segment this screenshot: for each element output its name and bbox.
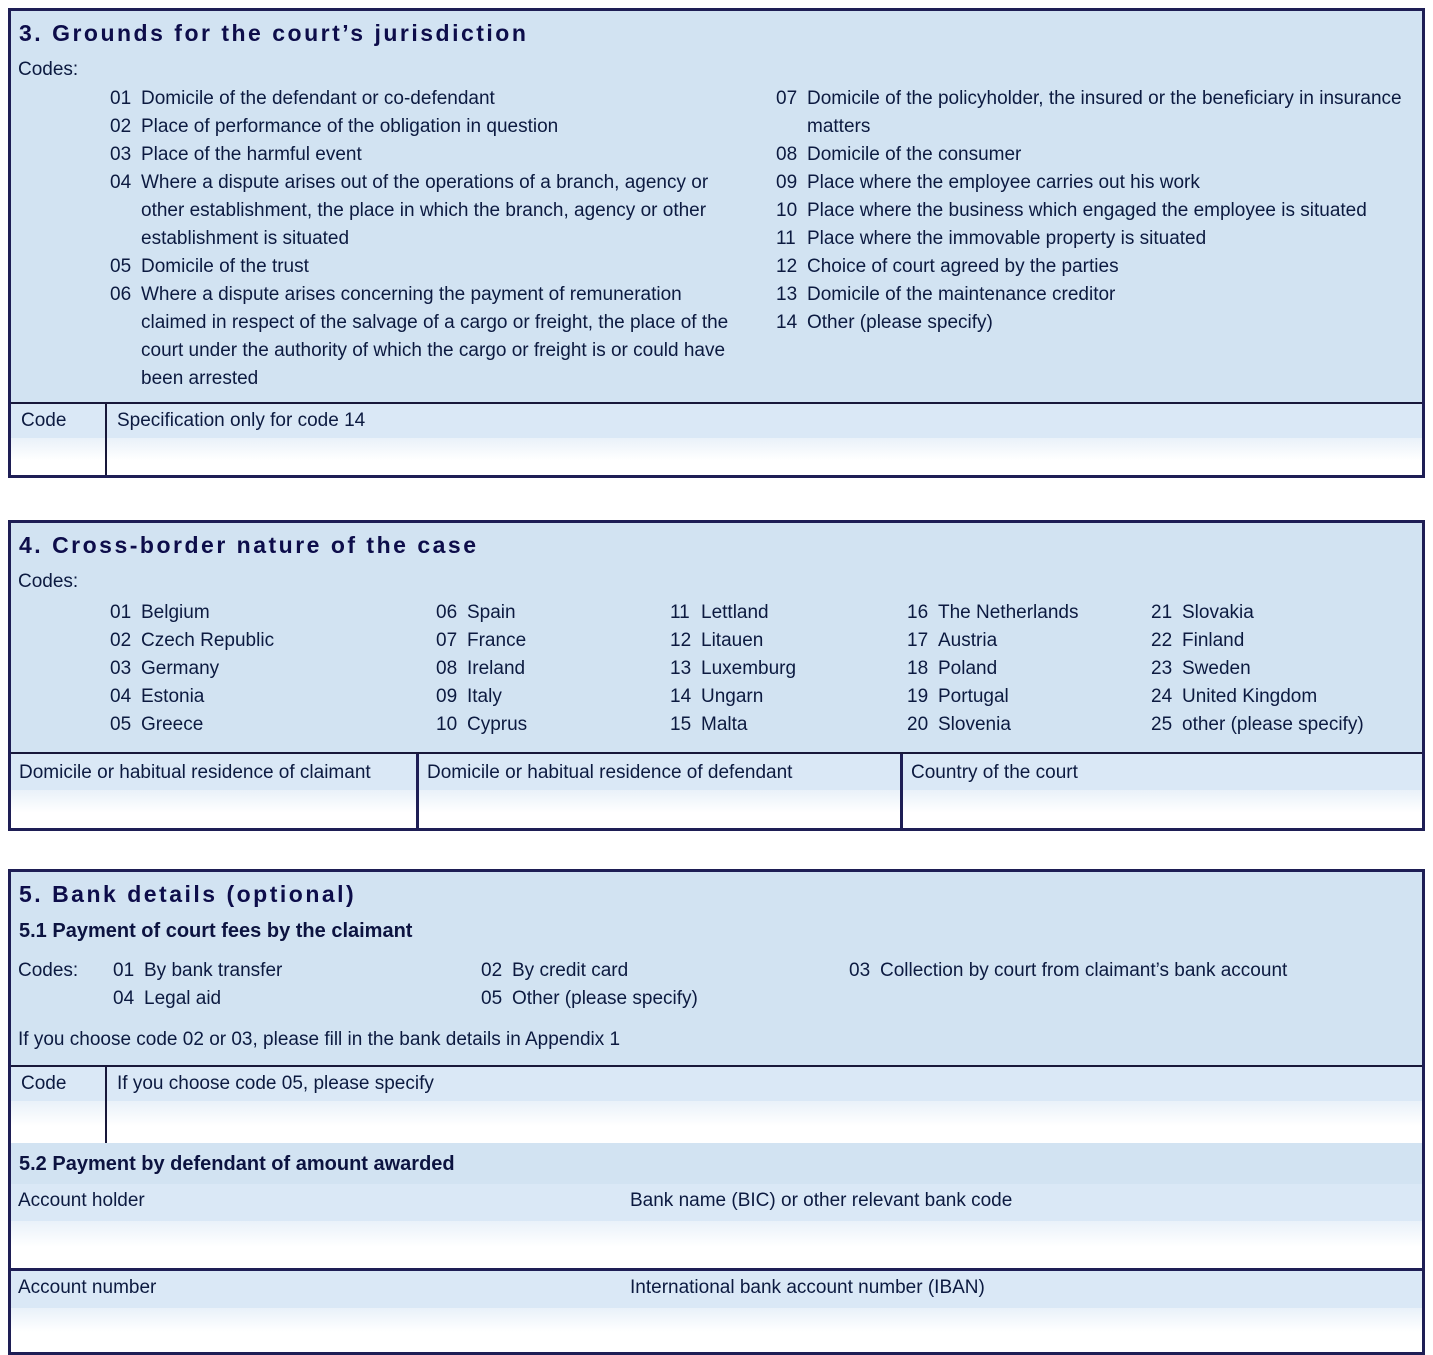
country-codes-col-1 [110, 599, 436, 739]
country-code: 15 [670, 714, 692, 735]
code-number: 10 [776, 200, 798, 221]
country-code: 08 [436, 658, 458, 679]
country-item [110, 627, 436, 655]
country-codes-col-3 [670, 599, 907, 739]
country-item [1151, 655, 1422, 683]
code-item [110, 169, 745, 253]
country-item [436, 599, 670, 627]
claimant-domicile-header: Domicile or habitual residence of claimant [11, 754, 419, 790]
country-name: Portugal [938, 686, 1009, 707]
code-number: 14 [776, 312, 798, 333]
country-name: Lettland [701, 602, 769, 623]
account-holder-input[interactable] [11, 1221, 630, 1268]
country-item [907, 627, 1151, 655]
jurisdiction-specification-input[interactable] [107, 438, 1422, 475]
country-item [907, 599, 1151, 627]
account-holder-input-row [11, 1221, 1422, 1268]
country-item [1151, 711, 1422, 739]
section-3-codes-label: Codes: [18, 59, 79, 80]
code-item [776, 169, 1412, 197]
code-label: Domicile of the defendant or co-defendant [141, 88, 495, 109]
country-name: Slovakia [1182, 602, 1254, 623]
country-code: 13 [670, 658, 692, 679]
country-item [670, 711, 907, 739]
country-item [907, 683, 1151, 711]
code-label: Choice of court agreed by the parties [807, 256, 1119, 277]
payment-code-item [849, 957, 1422, 985]
country-name: Ireland [467, 658, 526, 679]
code-item [110, 85, 745, 113]
country-name: Poland [938, 658, 998, 679]
code-number: 09 [776, 172, 798, 193]
code-label: Place where the business which engaged the employee is situated [807, 200, 1367, 221]
code-item [776, 85, 1412, 141]
code-item [776, 281, 1412, 309]
country-item [1151, 627, 1422, 655]
jurisdiction-codes-left [11, 85, 745, 393]
payment-code-label: By credit card [512, 960, 629, 981]
code-item [110, 253, 745, 281]
claimant-domicile-input[interactable] [11, 790, 419, 828]
country-name: Czech Republic [141, 630, 275, 651]
country-code: 10 [436, 714, 458, 735]
country-code: 04 [110, 686, 132, 707]
country-name: other (please specify) [1182, 714, 1364, 735]
payment-code: 03 [849, 960, 871, 981]
country-item [907, 711, 1151, 739]
page [0, 8, 1433, 1355]
payment-code-label: Collection by court from claimant’s bank account [880, 960, 1288, 981]
country-code: 11 [670, 602, 690, 623]
section-grounds-jurisdiction [8, 8, 1425, 478]
country-item [670, 655, 907, 683]
court-country-input[interactable] [903, 790, 1422, 828]
payment-codes [11, 945, 1422, 1015]
section-4-title: 4. Cross-border nature of the case [19, 532, 479, 558]
code-item [776, 225, 1412, 253]
code-label: Other (please specify) [807, 312, 993, 333]
country-item [436, 683, 670, 711]
code-column-header: Code [11, 404, 107, 438]
country-name: The Netherlands [938, 602, 1079, 623]
code-label: Place of performance of the obligation in question [141, 116, 559, 137]
section-bank-details [8, 869, 1425, 1355]
specify-column-header: If you choose code 05, please specify [107, 1067, 1422, 1101]
jurisdiction-codes [11, 85, 1422, 402]
code-column-header: Code [11, 1067, 107, 1101]
code-label: Domicile of the policyholder, the insured or the beneficiary in insurance matters [807, 88, 1402, 137]
code-item [776, 141, 1412, 169]
country-code: 23 [1151, 658, 1173, 679]
section-3-title: 3. Grounds for the court’s jurisdiction [19, 20, 529, 46]
code-label: Place where the immovable property is situated [807, 228, 1207, 249]
country-item [907, 655, 1151, 683]
payment-code-label: Other (please specify) [512, 988, 698, 1009]
country-item [670, 683, 907, 711]
country-code: 01 [110, 602, 132, 623]
code-number: 11 [776, 228, 796, 249]
payment-code-item [113, 957, 481, 985]
country-name: Spain [467, 602, 516, 623]
country-codes [11, 597, 1422, 752]
payment-code-label: Legal aid [144, 988, 222, 1009]
country-code: 18 [907, 658, 929, 679]
country-codes-col-4 [907, 599, 1151, 739]
jurisdiction-code-input[interactable] [11, 438, 107, 475]
country-name: Malta [701, 714, 748, 735]
account-number-label-row [11, 1271, 1422, 1308]
code-label: Where a dispute arises out of the operations of a branch, agency or other establishment, the place in which the branch, agency or other establishment is situated [141, 172, 709, 249]
payment-code-input[interactable] [11, 1101, 107, 1143]
code-number: 05 [110, 256, 132, 277]
country-name: Finland [1182, 630, 1245, 651]
iban-input[interactable] [630, 1308, 1422, 1352]
code-number: 13 [776, 284, 798, 305]
payment-code: 02 [481, 960, 503, 981]
account-number-label: Account number [18, 1277, 157, 1298]
country-name: Ungarn [701, 686, 764, 707]
court-country-header: Country of the court [903, 754, 1422, 790]
code-number: 07 [776, 88, 798, 109]
spacer [849, 985, 1422, 1013]
country-code: 20 [907, 714, 929, 735]
payment-code-item [481, 957, 849, 985]
code-number: 03 [110, 144, 132, 165]
country-code: 24 [1151, 686, 1173, 707]
account-holder-label: Account holder [18, 1190, 145, 1211]
country-code: 16 [907, 602, 929, 623]
code-number: 04 [110, 172, 132, 193]
payment-code: 01 [113, 960, 135, 981]
country-item [110, 711, 436, 739]
cross-border-table [11, 752, 1422, 828]
code-label: Domicile of the consumer [807, 144, 1022, 165]
country-name: Belgium [141, 602, 210, 623]
iban-label: International bank account number (IBAN) [630, 1277, 985, 1298]
code-label: Place where the employee carries out his work [807, 172, 1200, 193]
payment-code: 04 [113, 988, 135, 1009]
bank-name-label: Bank name (BIC) or other relevant bank code [630, 1190, 1013, 1211]
jurisdiction-codes-right [745, 85, 1422, 393]
payment-code-item [113, 985, 481, 1013]
country-name: Luxemburg [701, 658, 797, 679]
payment-code-table [11, 1065, 1422, 1143]
country-name: Italy [467, 686, 502, 707]
country-item [436, 711, 670, 739]
country-code: 21 [1151, 602, 1173, 623]
country-name: United Kingdom [1182, 686, 1318, 707]
account-number-input-row [11, 1308, 1422, 1352]
country-item [670, 599, 907, 627]
bank-name-input[interactable] [630, 1221, 1422, 1268]
payment-code-item [481, 985, 849, 1013]
code-label: Domicile of the trust [141, 256, 309, 277]
code-label: Domicile of the maintenance creditor [807, 284, 1116, 305]
code-number: 08 [776, 144, 798, 165]
defendant-domicile-input[interactable] [419, 790, 903, 828]
code-item [776, 309, 1412, 337]
country-name: France [467, 630, 527, 651]
payment-code-label: By bank transfer [144, 960, 283, 981]
code-item [776, 197, 1412, 225]
country-item [110, 683, 436, 711]
country-item [670, 627, 907, 655]
section-5-codes-label: Codes: [18, 960, 79, 981]
country-item [1151, 683, 1422, 711]
country-name: Germany [141, 658, 220, 679]
country-item [436, 627, 670, 655]
code-number: 12 [776, 256, 798, 277]
country-code: 06 [436, 602, 458, 623]
code-label: Where a dispute arises concerning the payment of remuneration claimed in respect of the salvage of a cargo or freight, the place of the court under the authority of which the cargo or freight is or could have been arrested [141, 284, 729, 389]
country-code: 12 [670, 630, 692, 651]
code-number: 06 [110, 284, 132, 305]
country-item [1151, 599, 1422, 627]
country-code: 14 [670, 686, 692, 707]
country-code: 19 [907, 686, 929, 707]
defendant-domicile-header: Domicile or habitual residence of defendant [419, 754, 903, 790]
jurisdiction-code-table [11, 402, 1422, 475]
section-cross-border-nature [8, 520, 1425, 831]
spacer [18, 985, 113, 1013]
country-item [110, 655, 436, 683]
subsection-5-2-title: 5.2 Payment by defendant of amount awarded [19, 1153, 455, 1175]
appendix-note: If you choose code 02 or 03, please fill in the bank details in Appendix 1 [18, 1029, 621, 1050]
country-name: Austria [938, 630, 998, 651]
country-item [110, 599, 436, 627]
code-item [110, 113, 745, 141]
subsection-5-1-title: 5.1 Payment of court fees by the claimant [19, 920, 413, 942]
country-code: 09 [436, 686, 458, 707]
code-item [110, 281, 745, 393]
country-codes-col-2 [436, 599, 670, 739]
code-item [776, 253, 1412, 281]
country-code: 07 [436, 630, 458, 651]
country-code: 22 [1151, 630, 1173, 651]
country-code: 05 [110, 714, 132, 735]
section-5-title: 5. Bank details (optional) [19, 881, 357, 907]
country-name: Slovenia [938, 714, 1011, 735]
country-code: 03 [110, 658, 132, 679]
code-item [110, 141, 745, 169]
section-4-codes-label: Codes: [18, 571, 79, 592]
country-name: Greece [141, 714, 204, 735]
account-holder-label-row [11, 1184, 1422, 1221]
country-code: 25 [1151, 714, 1173, 735]
country-item [436, 655, 670, 683]
country-name: Sweden [1182, 658, 1251, 679]
account-number-input[interactable] [11, 1308, 630, 1352]
code-number: 02 [110, 116, 132, 137]
country-codes-col-5 [1151, 599, 1422, 739]
country-name: Litauen [701, 630, 764, 651]
code-number: 01 [110, 88, 132, 109]
code-label: Place of the harmful event [141, 144, 362, 165]
country-name: Cyprus [467, 714, 528, 735]
country-code: 02 [110, 630, 132, 651]
country-code: 17 [907, 630, 929, 651]
country-name: Estonia [141, 686, 205, 707]
payment-specify-input[interactable] [107, 1101, 1422, 1143]
specification-column-header: Specification only for code 14 [107, 404, 1422, 438]
payment-code: 05 [481, 988, 503, 1009]
